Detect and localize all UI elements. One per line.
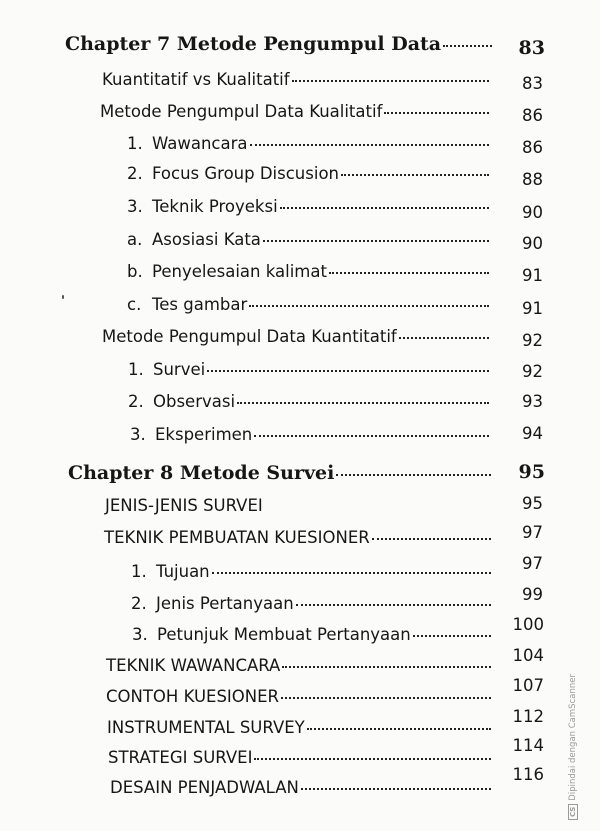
- entry-number: 3.: [132, 625, 148, 644]
- page-number: 90: [522, 234, 543, 253]
- entry-label: Jenis Pertanyaan: [156, 594, 294, 613]
- page-number: 100: [512, 615, 544, 634]
- chapter-heading: [65, 33, 545, 59]
- toc-entry: [100, 102, 543, 125]
- dot-leader: [372, 538, 491, 540]
- page-number: 92: [522, 331, 543, 350]
- entry-label: Wawancara: [152, 134, 248, 153]
- chapter-heading: [68, 461, 545, 484]
- toc-entry: [127, 295, 543, 318]
- dot-leader: [384, 112, 489, 114]
- scanner-watermark: [568, 674, 578, 820]
- toc-entry: [106, 676, 544, 706]
- page-number: 116: [512, 765, 544, 784]
- page-number: 86: [522, 138, 543, 157]
- dot-leader: [207, 370, 489, 372]
- toc-entry: [127, 164, 543, 189]
- page-number: 104: [512, 646, 544, 665]
- toc-entry: [102, 70, 543, 93]
- page-number: 95: [522, 494, 543, 513]
- page-number: 94: [522, 424, 543, 443]
- camscanner-logo-icon: CS: [568, 804, 578, 820]
- dot-leader: [329, 272, 489, 274]
- toc-entry: [131, 554, 543, 581]
- toc-entry: [108, 736, 544, 767]
- entry-number: 2.: [128, 392, 144, 411]
- dot-leader: [237, 402, 489, 404]
- page-number: 86: [522, 106, 543, 125]
- entry-number: b.: [127, 262, 143, 281]
- toc-entry: [130, 424, 543, 444]
- entry-number: 2.: [131, 594, 147, 613]
- toc-entry: [104, 523, 543, 547]
- chapter-title: Chapter 8 Metode Survei: [68, 462, 335, 484]
- toc-entry: [110, 765, 544, 797]
- page-number: 91: [522, 299, 543, 318]
- dot-leader: [307, 728, 491, 730]
- toc-entry: [107, 707, 544, 737]
- entry-label: TEKNIK PEMBUATAN KUESIONER: [104, 528, 370, 547]
- chapter-title: Chapter 7 Metode Pengumpul Data: [65, 33, 442, 55]
- entry-number: 2.: [127, 164, 143, 183]
- entry-label: JENIS-JENIS SURVEI: [105, 496, 263, 515]
- entry-number: 3.: [130, 425, 146, 444]
- entry-label: CONTOH KUESIONER: [106, 687, 280, 706]
- dot-leader: [263, 240, 489, 242]
- entry-number: 1.: [131, 562, 147, 581]
- entry-label: Petunjuk Membuat Pertanyaan: [157, 625, 411, 644]
- dot-leader: [399, 337, 489, 339]
- entry-label: Tes gambar: [152, 295, 248, 314]
- page-number: 114: [512, 736, 544, 755]
- dot-leader: [413, 635, 491, 637]
- dot-leader: [265, 506, 491, 508]
- page-number: 97: [522, 554, 543, 573]
- dot-leader: [212, 572, 491, 574]
- page-number: 92: [522, 362, 543, 381]
- toc-entry: [127, 262, 543, 285]
- entry-label: Kuantitatif vs Kualitatif: [102, 70, 290, 89]
- toc-entry: [127, 197, 543, 222]
- entry-number: a.: [127, 230, 143, 249]
- dot-leader: [281, 697, 491, 699]
- toc-entry: [128, 392, 543, 411]
- page-number: 95: [518, 461, 545, 483]
- entry-number: c.: [127, 295, 142, 314]
- page-number: 88: [522, 170, 543, 189]
- dot-leader: [296, 604, 491, 606]
- toc-entry: [132, 615, 544, 644]
- page-number: 83: [518, 37, 545, 59]
- entry-number: 3.: [127, 197, 143, 216]
- entry-label: INSTRUMENTAL SURVEY: [107, 718, 305, 737]
- toc-entry: [105, 494, 543, 515]
- page-number: 99: [522, 585, 543, 604]
- entry-label: Eksperimen: [155, 425, 253, 444]
- dot-leader: [280, 207, 489, 209]
- toc-entry: [127, 134, 543, 157]
- dot-leader: [249, 305, 489, 307]
- dot-leader: [301, 788, 491, 790]
- page-number: 93: [522, 392, 543, 411]
- toc-entry: [131, 585, 543, 613]
- scan-speck: [62, 295, 64, 299]
- toc-entry: [102, 327, 543, 350]
- dot-leader: [250, 144, 489, 146]
- entry-label: TEKNIK WAWANCARA: [106, 656, 281, 675]
- page-number: 97: [522, 523, 543, 542]
- entry-number: 1.: [127, 134, 143, 153]
- toc-entry: [127, 230, 543, 253]
- watermark-text: Dipindai dengan CamScanner: [568, 674, 578, 801]
- entry-label: Asosiasi Kata: [152, 230, 261, 249]
- entry-label: Metode Pengumpul Data Kuantitatif: [102, 327, 397, 346]
- dot-leader: [336, 474, 491, 476]
- entry-label: Teknik Proyeksi: [152, 197, 278, 216]
- entry-label: Observasi: [153, 392, 236, 411]
- dot-leader: [341, 174, 489, 176]
- entry-label: Penyelesaian kalimat: [152, 262, 327, 281]
- page-number: 90: [522, 203, 543, 222]
- entry-label: STRATEGI SURVEI: [108, 748, 253, 767]
- dot-leader: [254, 435, 489, 437]
- entry-number: 1.: [128, 360, 144, 379]
- toc-entry: [128, 360, 543, 381]
- page-number: 107: [512, 676, 544, 695]
- dot-leader: [292, 80, 489, 82]
- dot-leader: [443, 45, 492, 47]
- entry-label: Tujuan: [156, 562, 210, 581]
- entry-label: Metode Pengumpul Data Kualitatif: [100, 102, 383, 121]
- dot-leader: [254, 758, 491, 760]
- entry-label: Survei: [153, 360, 206, 379]
- toc-entry: [106, 646, 544, 675]
- page-number: 91: [522, 266, 543, 285]
- page-number: 112: [512, 707, 544, 726]
- entry-label: Focus Group Discusion: [152, 164, 339, 183]
- entry-label: DESAIN PENJADWALAN: [110, 778, 299, 797]
- dot-leader: [282, 666, 491, 668]
- page-number: 83: [522, 74, 543, 93]
